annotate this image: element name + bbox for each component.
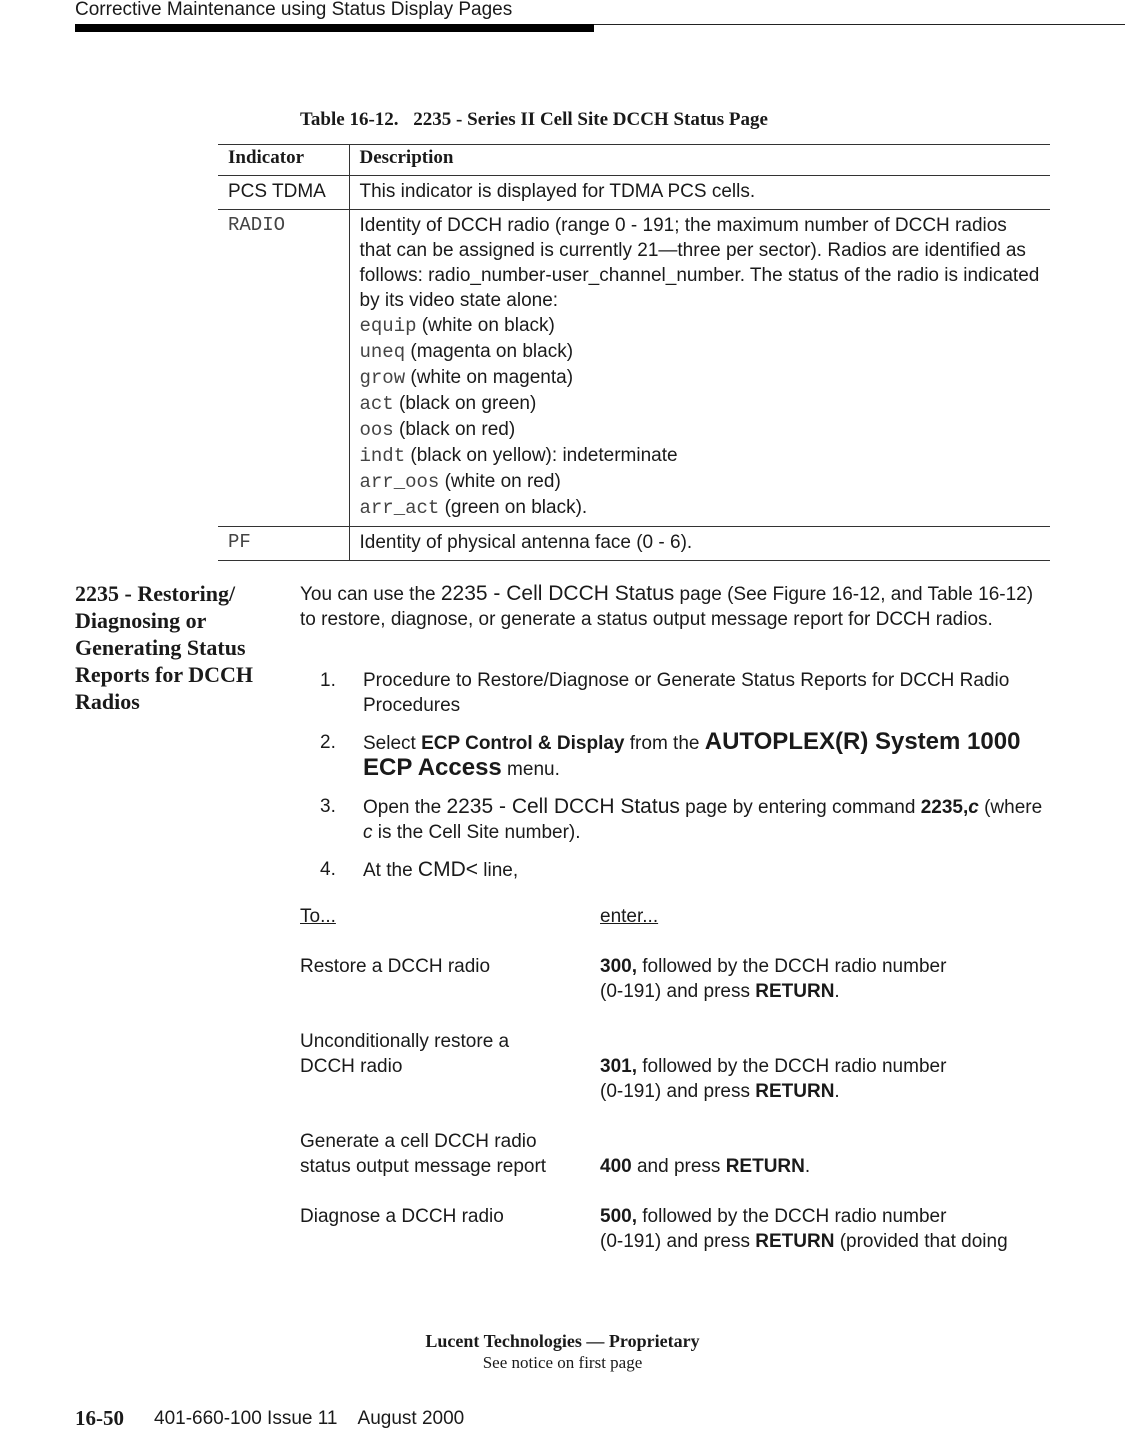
step-number: 1. xyxy=(320,670,336,691)
step-text: page by entering command xyxy=(679,797,921,818)
key-name: RETURN xyxy=(725,1156,805,1177)
command-action xyxy=(300,1129,590,1179)
command-text: (0-191) and press xyxy=(600,981,756,1002)
video-state-code: grow xyxy=(359,367,406,389)
key-name: RETURN xyxy=(755,1081,835,1102)
command-text: (0-191) and press xyxy=(600,1081,756,1102)
intro-paragraph xyxy=(300,581,1050,632)
video-state-line xyxy=(360,339,1041,365)
step-item xyxy=(320,668,1050,718)
command-code: 2235, xyxy=(920,797,969,818)
table-header-row xyxy=(218,145,1050,176)
description-text: Identity of DCCH radio (range 0 - 191; the maximum number of DCCH radios that can be assigned is currently 21—three per sector). Radios are identified as follows: radio_number-user_channel_number. The status of the radio is indicated by its video state alone: xyxy=(359,215,1040,311)
indicator-cell: RADIO xyxy=(218,210,349,527)
command-action-text: status output message report xyxy=(300,1156,547,1177)
table-row xyxy=(218,210,1050,527)
command-code: 500, xyxy=(600,1206,637,1227)
video-state-meaning: (white on magenta) xyxy=(405,367,574,388)
step-number: 2. xyxy=(320,732,336,753)
command-action: Restore a DCCH radio xyxy=(300,956,491,977)
running-header: Corrective Maintenance using Status Display Pages xyxy=(75,0,513,20)
document-info: 401-660-100 Issue 11 August 2000 xyxy=(154,1408,465,1429)
page-name: 2235 - Cell DCCH Status xyxy=(446,795,680,818)
command-text: followed by the DCCH radio number xyxy=(636,1056,947,1077)
command-code: 400 xyxy=(600,1156,632,1177)
table-row xyxy=(218,527,1050,561)
video-state-line xyxy=(360,495,1041,521)
video-state-meaning: (black on red) xyxy=(393,419,516,440)
video-state-meaning: (black on green) xyxy=(393,393,537,414)
step-text: is the Cell Site number). xyxy=(372,822,581,843)
command-entry xyxy=(600,1054,1060,1104)
command-text: (0-191) and press xyxy=(600,1231,756,1252)
command-entry xyxy=(600,954,1060,1004)
step-text: At the xyxy=(363,860,418,881)
step-text: (where xyxy=(978,797,1043,818)
command-text: followed by the DCCH radio number xyxy=(636,956,947,977)
key-name: RETURN xyxy=(755,1231,835,1252)
video-state-code: arr_oos xyxy=(359,471,440,493)
step-text: menu. xyxy=(501,759,560,780)
col-header-description: Description xyxy=(349,145,1050,176)
command-entry xyxy=(600,1204,1060,1254)
indicator-cell: PCS TDMA xyxy=(218,176,349,210)
command-text: . xyxy=(834,981,840,1002)
command-action-text: DCCH radio xyxy=(300,1056,403,1077)
command-prompt: CMD< xyxy=(417,858,479,881)
video-state-code: uneq xyxy=(359,341,406,363)
command-action xyxy=(300,1029,590,1079)
video-state-code: oos xyxy=(359,419,394,441)
procedure-steps xyxy=(320,668,1050,895)
step-item xyxy=(320,730,1050,782)
command-variable: c xyxy=(968,797,979,818)
step-text: Procedure to Restore/Diagnose or Generate Status Reports for DCCH Radio Procedures xyxy=(363,670,1010,716)
step-item xyxy=(320,857,1050,883)
header-enter: enter... xyxy=(600,906,659,927)
table-caption-title: 2235 - Series II Cell Site DCCH Status Page xyxy=(413,109,768,130)
step-number: 3. xyxy=(320,796,336,817)
video-state-meaning: (green on black). xyxy=(439,497,588,518)
step-number: 4. xyxy=(320,859,336,880)
command-text: . xyxy=(804,1156,811,1177)
key-name: RETURN xyxy=(755,981,835,1002)
command-action: Diagnose a DCCH radio xyxy=(300,1206,504,1227)
command-text: followed by the DCCH radio number xyxy=(636,1206,947,1227)
table-caption-number: Table 16-12. xyxy=(300,109,399,130)
description-cell: This indicator is displayed for TDMA PCS cells. xyxy=(349,176,1050,210)
header-rule-bar xyxy=(75,24,594,32)
video-state-meaning: (magenta on black) xyxy=(405,341,574,362)
menu-name: AUTOPLEX(R) System 1000 ECP Access xyxy=(363,728,1021,781)
page-name: 2235 - Cell DCCH Status xyxy=(440,582,675,605)
intro-text: page (See Figure 16-12, and Table 16-12) to restore, diagnose, or generate a status output message report for DCCH radios. xyxy=(300,584,1034,630)
status-table xyxy=(218,144,1050,561)
command-action-text: Unconditionally restore a xyxy=(300,1031,510,1052)
table-row xyxy=(218,176,1050,210)
video-state-meaning: (white on red) xyxy=(439,471,561,492)
footer-company: Lucent Technologies — Proprietary xyxy=(425,1331,700,1351)
command-code: 301, xyxy=(600,1056,637,1077)
section-heading: 2235 - Restoring/ Diagnosing or Generating Status Reports for DCCH Radios xyxy=(75,581,254,714)
menu-item-name: ECP Control & Display xyxy=(421,733,625,754)
video-state-meaning: (white on black) xyxy=(416,315,555,336)
video-state-line xyxy=(360,391,1041,417)
video-state-line xyxy=(360,417,1041,443)
video-state-code: act xyxy=(359,393,394,415)
indicator-cell: PF xyxy=(218,527,349,561)
step-item xyxy=(320,794,1050,845)
command-text: (provided that doing xyxy=(834,1231,1008,1252)
header-to: To... xyxy=(300,906,336,927)
step-text: from the xyxy=(624,733,705,754)
command-code: 300, xyxy=(600,956,637,977)
variable: c xyxy=(363,822,373,843)
footer-notice: See notice on first page xyxy=(482,1353,643,1372)
command-text: and press xyxy=(631,1156,726,1177)
page-number: 16-50 xyxy=(75,1406,124,1430)
step-text: line, xyxy=(478,860,519,881)
description-cell: Identity of physical antenna face (0 - 6). xyxy=(349,527,1050,561)
video-state-line xyxy=(360,313,1041,339)
video-state-meaning: (black on yellow): indeterminate xyxy=(405,445,678,466)
step-text: Select xyxy=(363,733,422,754)
command-entry xyxy=(600,1154,1060,1179)
command-text: . xyxy=(834,1081,840,1102)
table-caption xyxy=(300,109,768,131)
video-state-code: arr_act xyxy=(359,497,440,519)
col-header-indicator: Indicator xyxy=(218,145,349,176)
step-text: Open the xyxy=(363,797,447,818)
video-state-line xyxy=(360,469,1041,495)
video-state-line xyxy=(360,443,1041,469)
command-action-text: Generate a cell DCCH radio xyxy=(300,1131,537,1152)
description-cell xyxy=(349,210,1050,527)
video-state-code: equip xyxy=(359,315,417,337)
video-state-code: indt xyxy=(359,445,406,467)
video-state-line xyxy=(360,365,1041,391)
intro-text: You can use the xyxy=(300,584,441,605)
